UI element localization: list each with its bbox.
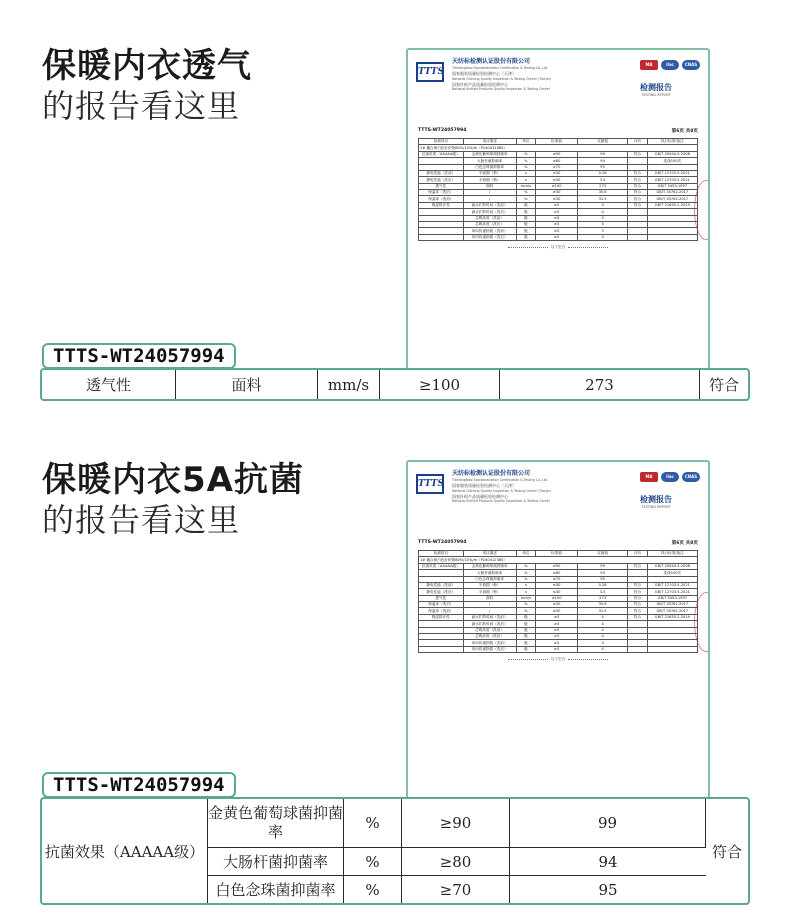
table-cell [419,646,464,652]
header-cell: 评价 [628,551,648,557]
table-cell: 洗涤100次 [647,570,697,576]
table-cell: ≥3 [536,614,578,620]
table-cell: GB/T 35762-2017 [647,608,697,614]
table-cell: ≥30 [536,602,578,608]
table-cell: 符合 [628,202,648,208]
item-cell: 透气性 [42,370,176,399]
header-cell: 评价 [628,139,648,145]
table-cell: ≥3 [536,202,578,208]
table-cell: 半衰期（秒） [463,582,516,588]
table-cell: s [516,582,536,588]
table-cell: ≥3 [536,646,578,652]
table-cell: % [516,158,536,164]
table-cell: 吸湿排汗性 [419,202,464,208]
header-cell: 项目描述 [463,551,516,557]
table-cell: 4 [577,646,627,652]
accreditation-marks [640,60,700,70]
section2-report-id: TTTS-WT24057994 [42,772,236,798]
table-cell: 级 [516,209,536,215]
table-cell: 大肠杆菌抑菌率 [463,158,516,164]
table-cell: 透气性 [419,183,464,189]
table-cell: % [516,196,536,202]
table-cell: 4 [577,202,627,208]
ilac-mark-icon: ilac [661,60,679,70]
table-cell: 级 [516,202,536,208]
standard-cell: ≥90 [402,799,510,848]
table-cell: 单向传递指数（洗后） [463,646,516,652]
section2-subtitle: 的报告看这里 [42,501,241,539]
table-cell: 白色念珠菌抑菌率 [463,576,516,582]
table-cell: GB/T 20944.3-2008 [647,563,697,569]
group-label-cell: 抗菌效果（AAAAA级） [42,799,208,903]
table-cell: GB/T 21655.2-2019 [647,614,697,620]
table-cell: % [516,576,536,582]
table-cell: 符合 [628,589,648,595]
table-cell: ≥100 [536,183,578,189]
table-cell: 3.5 [577,589,627,595]
report-end-note: 以下空白 [408,245,708,250]
section1-headline [42,46,252,126]
unit-cell: % [344,799,402,848]
table-cell: 半衰期（秒） [463,170,516,176]
table-cell: ≥3 [536,215,578,221]
table-cell: 符合 [628,582,648,588]
table-cell: 99 [577,151,627,157]
table-cell: 95 [577,164,627,170]
table-cell: 符合 [628,608,648,614]
table-cell: 4 [577,234,627,240]
item-cell: 大肠杆菌抑菌率 [208,848,344,876]
table-row [42,370,748,399]
table-cell: % [516,608,536,614]
report-number: TTTS-WT24057994 [418,128,467,133]
table-cell: 芯吸高度（洗后） [463,221,516,227]
table-cell: s [516,170,536,176]
table-cell: 大肠杆菌抑菌率 [463,570,516,576]
table-cell: 4 [577,621,627,627]
table-cell: ≤30 [536,589,578,595]
table-cell: 透气性 [419,595,464,601]
table-cell: 35.6 [577,602,627,608]
table-cell: 金黄色葡萄球菌抑菌率 [463,151,516,157]
table-cell: ≥3 [536,621,578,627]
unit-cell: % [344,848,402,876]
sample-cell: 1# 藕合黄白色针织物80%/10%/m（P24041238S） [419,557,698,563]
result-cell: 符合 [708,376,739,394]
accreditation-marks [640,472,700,482]
table-cell: 3.5 [577,177,627,183]
ttts-logo-icon: TTTS [416,474,444,494]
standard-cell: ≥80 [402,848,510,876]
table-cell: 白色念珠菌抑菌率 [463,164,516,170]
table-cell: 保温率（洗后） [419,602,464,608]
table-cell: GB/T 12703.5-2021 [647,582,697,588]
table-cell: 半衰期（秒） [463,177,516,183]
desc-cell: 面料 [176,370,318,399]
table-cell: 符合 [628,183,648,189]
table-cell: GB/T 5453-1997 [647,595,697,601]
section2-headline [42,460,304,540]
table-cell: 95 [577,576,627,582]
cma-mark-icon: MA [640,472,658,482]
report-document-1 [406,48,710,370]
table-cell: 符合 [628,614,648,620]
table-cell: 级 [516,633,536,639]
table-cell: 4 [577,221,627,227]
section1-title: 保暖内衣透气 [42,46,252,86]
table-cell: mm/s [516,595,536,601]
table-cell: ≥3 [536,627,578,633]
table-cell: ≥70 [536,164,578,170]
table-row [42,799,748,848]
table-cell: 级 [516,627,536,633]
report-meta [418,540,698,550]
report-meta [418,128,698,138]
table-cell: 半衰期（秒） [463,589,516,595]
table-cell: 31.5 [577,608,627,614]
table-cell: 芯吸高度（洗前） [463,215,516,221]
value-cell: 273 [500,370,700,399]
table-cell: 符合 [628,177,648,183]
report-end-note: 以下空白 [408,657,708,662]
table-cell: 滴水扩散时间（洗前） [463,614,516,620]
header-cell: 标准值 [536,139,578,145]
table-cell [628,234,648,240]
header-cell: 项目描述 [463,139,516,145]
table-cell: 273 [577,595,627,601]
table-cell: ≥90 [536,151,578,157]
table-cell: 滴水扩散时间（洗前） [463,202,516,208]
table-cell: 芯吸高度（洗前） [463,627,516,633]
value-cell: 95 [598,880,618,899]
table-cell: 保温率（洗前） [419,196,464,202]
table-cell: 符合 [628,196,648,202]
table-cell: ≥3 [536,234,578,240]
table-cell: 静电性能（洗后） [419,177,464,183]
header-cell: 执行标准/备注 [647,139,697,145]
table-cell: ≥3 [536,640,578,646]
table-cell: 芯吸高度（洗后） [463,633,516,639]
report-page: 第6页 共8页 [671,129,698,134]
result-cell: 符合 [711,842,742,861]
table-cell: % [516,190,536,196]
table-cell [647,234,697,240]
table-cell: 单向传递指数（洗前） [463,640,516,646]
table-cell: / [463,608,516,614]
report-number: TTTS-WT24057994 [418,540,467,545]
cma-mark-icon: MA [640,60,658,70]
table-cell: 99 [577,563,627,569]
table-cell: 面料 [463,183,516,189]
table-cell: 4 [577,215,627,221]
table-cell: 级 [516,228,536,234]
table-cell: 符合 [628,595,648,601]
table-cell: 抗菌效果（AAAAA级） [419,563,464,569]
header-cell: 执行标准/备注 [647,551,697,557]
table-cell: ≥3 [536,221,578,227]
header-cell: 检测项目 [419,551,464,557]
cnas-mark-icon: CNAS [682,472,700,482]
table-cell: 符合 [628,151,648,157]
table-cell: GB/T 35762-2017 [647,190,697,196]
table-cell: 洗涤100次 [647,158,697,164]
table-cell: / [463,602,516,608]
table-cell: GB/T 12703.5-2021 [647,589,697,595]
section2-highlight-rows [40,797,750,905]
table-cell [647,646,697,652]
unit-cell: mm/s [318,370,380,399]
report-title: 检测报告 TESTING REPORT [640,83,672,97]
table-cell: 3 [577,640,627,646]
table-cell: GB/T 12703.5-2021 [647,177,697,183]
table-row [419,646,698,652]
ttts-logo-icon: TTTS [416,62,444,82]
table-cell: GB/T 20944.3-2008 [647,151,697,157]
table-cell: 符合 [628,602,648,608]
table-cell: 符合 [628,563,648,569]
table-cell: 滴水扩散时间（洗后） [463,209,516,215]
table-cell: GB/T 21655.2-2019 [647,202,697,208]
table-cell: GB/T 35762-2017 [647,602,697,608]
table-cell: mm/s [516,183,536,189]
table-cell: 94 [577,570,627,576]
table-cell: ≥90 [536,563,578,569]
table-cell: 滴水扩散时间（洗后） [463,621,516,627]
table-cell: % [516,164,536,170]
header-cell: 实测值 [577,139,627,145]
table-cell: ≤30 [536,177,578,183]
header-cell: 单位 [516,551,536,557]
table-cell: 31.5 [577,196,627,202]
report-org: 天纺标检测认证股份有限公司 Tianfangbiao Standardization Certification & Testing Co.,Ltd. 国家服装质量检验检测中心（天津） National Clothing Quality Inspection & Testing Center (Tianjin) 国家针织产品质量检验检测中心 National Knitted Products Quality Inspection & Testing Center [452,58,551,91]
table-cell: ≥3 [536,209,578,215]
table-cell [419,234,464,240]
report-page: 第6页 共8页 [671,541,698,546]
header-cell: 检测项目 [419,139,464,145]
header-cell: 标准值 [536,551,578,557]
section2-title: 保暖内衣5A抗菌 [42,460,304,500]
table-cell: ≥100 [536,595,578,601]
report-document-2 [406,460,710,802]
table-cell: 符合 [628,190,648,196]
table-cell: 3 [577,228,627,234]
table-cell: ≥80 [536,158,578,164]
table-cell: GB/T 35762-2017 [647,196,697,202]
table-cell: 4 [577,614,627,620]
table-cell: 0.26 [577,170,627,176]
item-cell: 白色念珠菌抑菌率 [208,876,344,903]
value-cell: 94 [510,848,706,876]
standard-cell: ≥70 [402,876,510,903]
ilac-mark-icon: ilac [661,472,679,482]
report-org: 天纺标检测认证股份有限公司 Tianfangbiao Standardization Certification & Testing Co.,Ltd. 国家服装质量检验检测中心（天津） National Clothing Quality Inspection & Testing Center (Tianjin) 国家针织产品质量检验检测中心 National Knitted Products Quality Inspection & Testing Center [452,470,551,503]
table-cell: 4 [577,627,627,633]
report-table [418,550,698,653]
table-cell: % [516,151,536,157]
report-header [408,50,708,120]
table-cell: s [516,589,536,595]
table-cell: 级 [516,646,536,652]
table-cell: 吸湿排汗性 [419,614,464,620]
table-cell: GB/T 12703.5-2021 [647,170,697,176]
table-cell: 金黄色葡萄球菌抑菌率 [463,563,516,569]
table-row [419,234,698,240]
value-cell: 99 [510,799,706,848]
table-cell: 4 [577,209,627,215]
section1-subtitle: 的报告看这里 [42,87,241,125]
table-cell: 静电性能（洗前） [419,582,464,588]
section1-report-id: TTTS-WT24057994 [42,343,236,369]
sample-cell: 1# 藕合黄白色针织物80%/10%/m（P24041238S） [419,145,698,151]
table-cell: 级 [516,234,536,240]
table-cell: 35.6 [577,190,627,196]
table-cell: % [516,563,536,569]
table-cell: 保温率（洗前） [419,608,464,614]
report-table [418,138,698,241]
table-cell: 273 [577,183,627,189]
table-cell: 静电性能（洗前） [419,170,464,176]
table-cell: 级 [516,614,536,620]
table-cell: 94 [577,158,627,164]
table-cell: 单向传递指数（洗前） [463,228,516,234]
table-cell: % [516,570,536,576]
table-cell: 符合 [628,170,648,176]
table-cell: 面料 [463,595,516,601]
table-cell: 0.26 [577,582,627,588]
header-cell: 实测值 [577,551,627,557]
table-cell: ≤30 [536,582,578,588]
table-cell: 保温率（洗后） [419,190,464,196]
table-cell: ≥30 [536,196,578,202]
table-cell: 抗菌效果（AAAAA级） [419,151,464,157]
table-cell: ≥70 [536,576,578,582]
table-cell: GB/T 5453-1997 [647,183,697,189]
table-cell: ≥3 [536,633,578,639]
table-cell: % [516,602,536,608]
table-cell: 单向传递指数（洗后） [463,234,516,240]
table-cell: 级 [516,640,536,646]
table-cell: 4 [577,633,627,639]
table-cell: ≥3 [536,228,578,234]
table-cell: ≥30 [536,608,578,614]
item-cell: 金黄色葡萄球菌抑菌率 [208,799,344,848]
table-cell: / [463,196,516,202]
table-cell: ≥80 [536,570,578,576]
cnas-mark-icon: CNAS [682,60,700,70]
standard-cell: ≥100 [380,370,500,399]
table-cell: ≥30 [536,190,578,196]
table-cell: ≤30 [536,170,578,176]
report-header [408,462,708,532]
table-cell [628,646,648,652]
table-cell: 级 [516,215,536,221]
table-cell: s [516,177,536,183]
header-cell: 单位 [516,139,536,145]
table-cell: / [463,190,516,196]
unit-cell: % [344,876,402,903]
table-cell: 静电性能（洗后） [419,589,464,595]
table-cell: 级 [516,221,536,227]
report-title: 检测报告 TESTING REPORT [640,495,672,509]
section1-highlight-row [40,368,750,401]
table-cell: 级 [516,621,536,627]
